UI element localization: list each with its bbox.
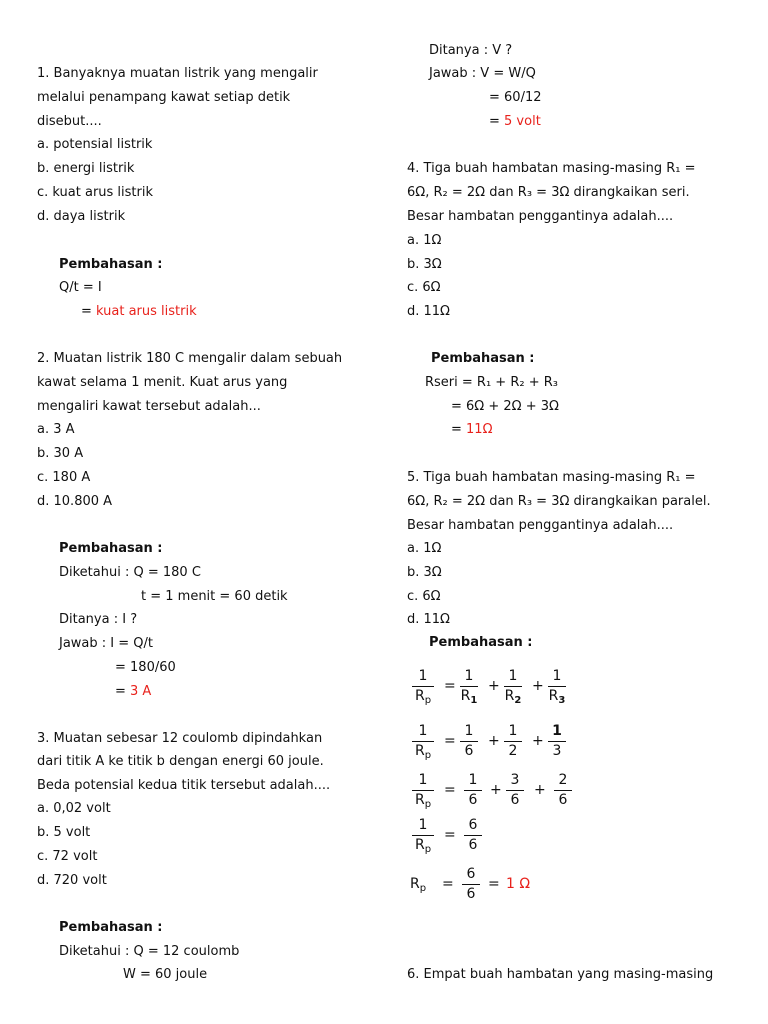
frac-1-over-rp: 1 $R_p$ [410, 723, 436, 760]
q3-solution-line-3: Ditanya : V ? [429, 43, 513, 58]
frac-6-over-6: 6 6 [462, 817, 484, 854]
frac-1-over-2: 1 2 [502, 723, 524, 760]
q5-text-line-1: 5. Tiga buah hambatan masing-masing R₁ = [407, 470, 696, 485]
q2-solution-line-6: = 3 A [115, 684, 152, 699]
q4-option-c: c. 6Ω [407, 280, 441, 295]
q2-solution-line-2: t = 1 menit = 60 detik [141, 589, 288, 604]
q5-option-a: a. 1Ω [407, 541, 442, 556]
frac-1-over-rp: 1 $R_p$ [410, 772, 436, 809]
q3-answer: 5 volt [504, 114, 541, 129]
parallel-formula-row-5 [410, 866, 550, 906]
frac-2-over-6: 2 6 [552, 772, 574, 809]
q2-text-line-2: kawat selama 1 menit. Kuat arus yang [37, 375, 288, 390]
plus-sign: + [488, 678, 500, 694]
q4-solution-line-3: = 11Ω [451, 422, 493, 437]
q3-solution-line-6: = 5 volt [489, 114, 541, 129]
q2-solution-line-4: Jawab : I = Q/t [59, 636, 153, 651]
plus-sign: + [532, 678, 544, 694]
q5-option-b: b. 3Ω [407, 565, 442, 580]
q5-answer: 1 Ω [506, 876, 531, 892]
q3-option-a: a. 0,02 volt [37, 801, 111, 816]
q2-option-c: c. 180 A [37, 470, 91, 485]
q5-text-line-3: Besar hambatan penggantinya adalah.... [407, 518, 674, 533]
q1-text-line-1: 1. Banyaknya muatan listrik yang mengalir [37, 66, 318, 81]
q2-text-line-3: mengaliri kawat tersebut adalah... [37, 399, 261, 414]
q1-option-b: b. energi listrik [37, 161, 135, 176]
q4-text-line-2: 6Ω, R₂ = 2Ω dan R₃ = 3Ω dirangkaikan seri. [407, 185, 690, 200]
q4-pembahasan-heading: Pembahasan : [431, 351, 535, 366]
q4-text-line-3: Besar hambatan penggantinya adalah.... [407, 209, 674, 224]
parallel-formula-row-1 [410, 668, 580, 708]
q5-pembahasan-heading: Pembahasan : [429, 635, 533, 650]
q2-pembahasan-heading: Pembahasan : [59, 541, 163, 556]
equals-sign: = [444, 733, 456, 749]
equals-sign: = [442, 876, 454, 892]
q2-option-d: d. 10.800 A [37, 494, 113, 509]
q1-solution-line-2: = kuat arus listrik [81, 304, 197, 319]
q2-option-a: a. 3 A [37, 422, 75, 437]
q3-text-line-3: Beda potensial kedua titik tersebut adalah.... [37, 778, 331, 793]
q2-option-b: b. 30 A [37, 446, 84, 461]
frac-1-over-rp: 1 $R_p$ [410, 817, 436, 854]
q3-solution-line-5: = 60/12 [489, 90, 542, 105]
q6-text-line-1: 6. Empat buah hambatan yang masing-masing [407, 967, 714, 982]
frac-1-over-6: 1 6 [462, 772, 484, 809]
frac-1-over-r2: 1 $R_2$ [504, 668, 522, 706]
q1-text-line-3: disebut.... [37, 114, 102, 129]
q2-solution-line-5: = 180/60 [115, 660, 176, 675]
q3-text-line-1: 3. Muatan sebesar 12 coulomb dipindahkan [37, 731, 323, 746]
q1-text-line-2: melalui penampang kawat setiap detik [37, 90, 291, 105]
q5-option-d: d. 11Ω [407, 612, 450, 627]
frac-6-over-6: 6 6 [460, 866, 482, 903]
q3-pembahasan-heading: Pembahasan : [59, 920, 163, 935]
q3-solution-line-4: Jawab : V = W/Q [429, 66, 536, 81]
q1-solution-line-1: Q/t = I [59, 280, 102, 295]
q2-solution-line-3: Ditanya : I ? [59, 612, 138, 627]
equals-sign: = [444, 827, 456, 843]
frac-1-over-r3: 1 $R_3$ [548, 668, 566, 706]
frac-3-over-6: 3 6 [504, 772, 526, 809]
q3-option-c: c. 72 volt [37, 849, 98, 864]
equals-sign: = [444, 678, 456, 694]
q4-solution-line-2: = 6Ω + 2Ω + 3Ω [451, 399, 559, 414]
parallel-formula-row-2 [410, 723, 580, 763]
parallel-formula-row-3 [410, 772, 580, 812]
equals-sign: = [444, 782, 456, 798]
plus-sign: + [532, 733, 544, 749]
q3-option-d: d. 720 volt [37, 873, 107, 888]
q4-text-line-1: 4. Tiga buah hambatan masing-masing R₁ = [407, 161, 696, 176]
equals-sign: = [488, 876, 500, 892]
q3-solution-line-1: Diketahui : Q = 12 coulomb [59, 944, 240, 959]
q5-text-line-2: 6Ω, R₂ = 2Ω dan R₃ = 3Ω dirangkaikan paralel. [407, 494, 711, 509]
q1-option-d: d. daya listrik [37, 209, 126, 224]
q5-option-c: c. 6Ω [407, 589, 441, 604]
parallel-formula-row-4 [410, 817, 510, 857]
frac-1-over-6: 1 6 [458, 723, 480, 760]
frac-1-over-rp: 1 $R_p$ [410, 668, 436, 705]
rp-symbol: $R_p$ [410, 876, 427, 894]
q4-answer: 11Ω [466, 422, 493, 437]
q1-option-c: c. kuat arus listrik [37, 185, 154, 200]
q3-text-line-2: dari titik A ke titik b dengan energi 60 joule. [37, 754, 324, 769]
frac-1-over-r1: 1 $R_1$ [460, 668, 478, 706]
q4-option-d: d. 11Ω [407, 304, 450, 319]
plus-sign: + [488, 733, 500, 749]
frac-1-over-3: 1 3 [546, 723, 568, 760]
q4-solution-line-1: Rseri = R₁ + R₂ + R₃ [425, 375, 558, 390]
plus-sign: + [534, 782, 546, 798]
q1-pembahasan-heading: Pembahasan : [59, 257, 163, 272]
q1-answer: kuat arus listrik [96, 304, 197, 319]
q3-option-b: b. 5 volt [37, 825, 91, 840]
q2-answer: 3 A [130, 684, 152, 699]
q3-solution-line-2: W = 60 joule [123, 967, 208, 982]
q2-solution-line-1: Diketahui : Q = 180 C [59, 565, 201, 580]
q4-option-b: b. 3Ω [407, 257, 442, 272]
q1-option-a: a. potensial listrik [37, 137, 153, 152]
q2-text-line-1: 2. Muatan listrik 180 C mengalir dalam sebuah [37, 351, 343, 366]
plus-sign: + [490, 782, 502, 798]
q4-option-a: a. 1Ω [407, 233, 442, 248]
